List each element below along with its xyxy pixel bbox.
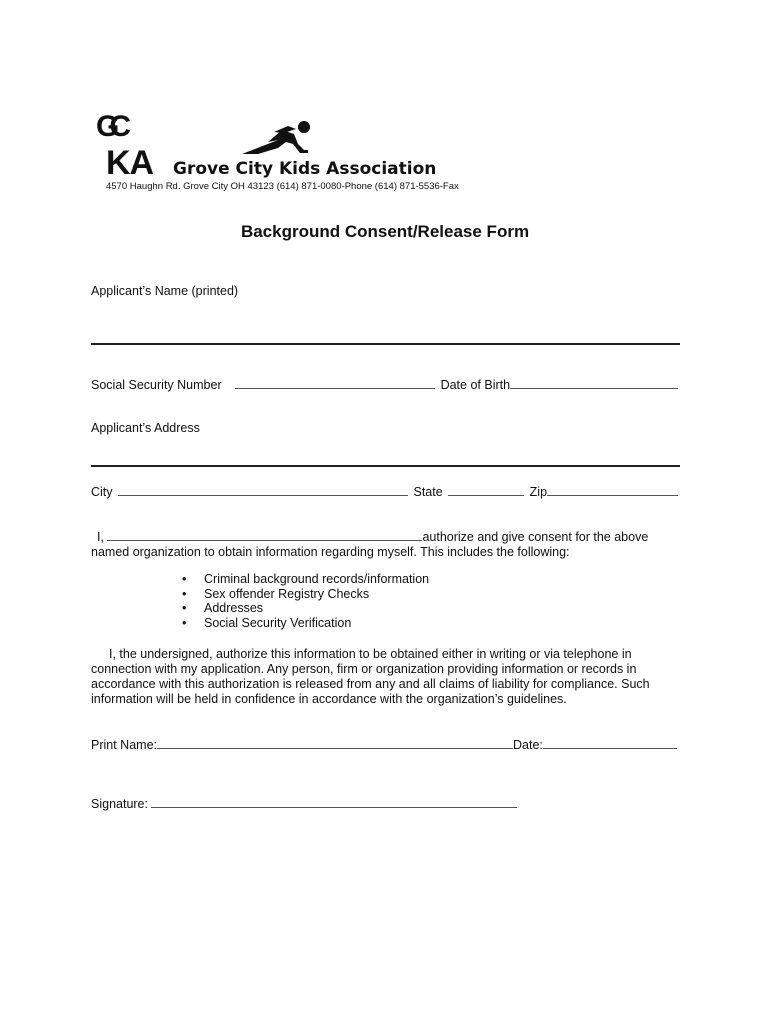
applicant-name-field[interactable] <box>91 343 680 345</box>
form-title: Background Consent/Release Form <box>240 222 530 241</box>
applicant-address-field[interactable] <box>91 465 680 467</box>
dob-label: Date of Birth <box>440 378 511 392</box>
bullet-icon: • <box>182 586 187 601</box>
consent-name-field[interactable] <box>107 528 422 541</box>
consent-prefix: I, <box>97 530 104 544</box>
date-field[interactable] <box>543 736 677 749</box>
state-field[interactable] <box>448 483 524 496</box>
consent-paragraph <box>91 528 691 560</box>
organization-name: Grove City Kids Association <box>173 159 437 179</box>
city-label: City <box>91 485 113 499</box>
organization-address: 4570 Haughn Rd. Grove City OH 43123 (614) 871-0080-Phone (614) 871-5536-Fax <box>106 181 459 192</box>
bullet-icon: • <box>182 601 187 616</box>
zip-label: Zip <box>529 485 548 499</box>
city-field[interactable] <box>118 483 408 496</box>
ssn-row <box>91 376 678 393</box>
logo-letters-ka: KA <box>106 144 154 182</box>
list-item <box>182 601 429 616</box>
state-label: State <box>413 485 443 499</box>
dob-field[interactable] <box>510 376 678 389</box>
date-label: Date: <box>513 738 543 752</box>
city-state-zip-row <box>91 483 678 500</box>
zip-field[interactable] <box>547 483 678 496</box>
list-item-text: Criminal background records/information <box>204 572 430 586</box>
consent-items-list <box>182 572 429 631</box>
list-item <box>182 616 429 631</box>
release-line: connection with my application. Any person, firm or organization providing information or records in <box>91 662 637 676</box>
consent-suffix: authorize and give consent for the above <box>422 530 649 544</box>
consent-line-2: named organization to obtain information regarding myself. This includes the following: <box>91 545 570 559</box>
list-item <box>182 587 429 602</box>
bullet-icon: • <box>182 616 187 631</box>
print-name-row <box>91 736 677 753</box>
list-item <box>182 572 429 587</box>
list-item-text: Social Security Verification <box>204 616 352 631</box>
signature-field[interactable] <box>151 795 517 808</box>
signature-row <box>91 795 517 812</box>
logo-letters-gc: GC <box>96 110 121 143</box>
ssn-label: Social Security Number <box>91 378 222 392</box>
ssn-field[interactable] <box>235 376 435 389</box>
release-line: I, the undersigned, authorize this information to be obtained either in writing or via telephone in <box>109 647 632 661</box>
list-item-text: Addresses <box>204 601 264 616</box>
bullet-icon: • <box>182 572 187 586</box>
applicant-address-label: Applicant’s Address <box>91 421 200 435</box>
release-line: accordance with this authorization is released from any and all claims of liability for compliance. Such <box>91 677 650 691</box>
print-name-label: Print Name: <box>91 738 157 752</box>
release-line: information will be held in confidence in accordance with the organization’s guidelines. <box>91 692 567 706</box>
applicant-name-label: Applicant’s Name (printed) <box>91 284 239 298</box>
list-item-text: Sex offender Registry Checks <box>204 586 370 601</box>
release-paragraph <box>91 647 711 707</box>
print-name-field[interactable] <box>157 736 513 749</box>
signature-label: Signature: <box>91 797 148 811</box>
